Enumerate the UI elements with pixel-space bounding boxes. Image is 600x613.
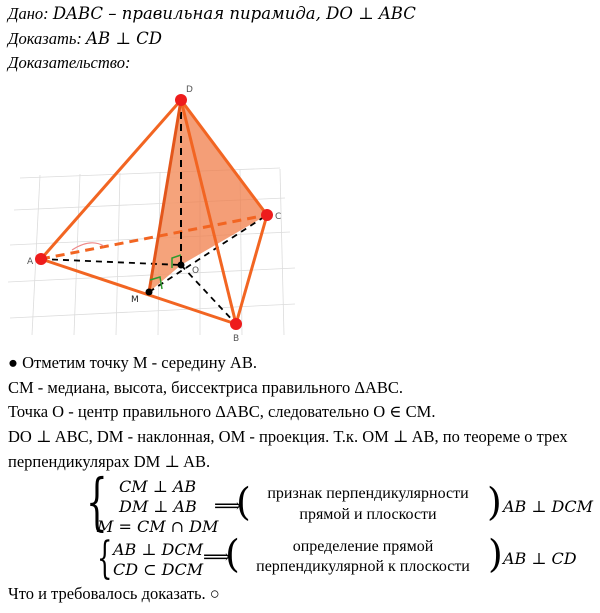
vertex-c [261, 209, 273, 221]
given-line [8, 4, 416, 24]
system1-arrow: ⟹ [214, 496, 242, 517]
label-m: M [131, 295, 139, 305]
system2-line1: AB ⊥ DCM [113, 540, 203, 559]
system1-paren-open: ( [236, 480, 251, 524]
label-b: B [233, 334, 240, 344]
point-o [178, 262, 185, 269]
system1-brace: { [86, 465, 108, 538]
system1-result: AB ⊥ DCM [503, 497, 593, 516]
prove-label: Доказать: [8, 29, 82, 48]
step-2: CM - медиана, высота, биссектриса правильного ΔABC. [8, 378, 404, 397]
system1-paren-close: ) [487, 480, 502, 524]
step-4a: DO ⊥ ABC, DM - наклонная, OM - проекция. Т.к. OM ⊥ AB, по теореме о трех [8, 427, 568, 446]
conclusion: Что и требовалось доказать. ○ [8, 584, 220, 603]
system1-reason-1: признак перпендикулярности [267, 485, 469, 502]
system2-reason-1: определение прямой [292, 538, 434, 555]
system2-brace: { [97, 533, 113, 584]
system1-reason-2: прямой и плоскости [299, 506, 437, 523]
point-m [146, 289, 153, 296]
step-3: Точка O - центр правильного ΔABC, следовательно O ∈ CM. [8, 402, 436, 421]
pyramid-figure [0, 76, 300, 346]
step-1: ● Отметим точку M - середину AB. [8, 353, 257, 372]
label-c: C [275, 212, 282, 222]
given-text: DABC – правильная пирамида, DO ⊥ ABC [52, 4, 416, 23]
system2-paren-close: ) [488, 532, 503, 576]
label-d: D [186, 85, 193, 95]
system1-line3: M = CM ∩ DM [97, 517, 219, 536]
system2-result: AB ⊥ CD [503, 549, 577, 568]
vertex-d [175, 94, 187, 106]
system2-line2: CD ⊂ DCM [113, 560, 204, 579]
label-a: A [27, 257, 34, 267]
step-4b: перпендикулярах DM ⊥ AB. [8, 452, 211, 471]
system1-line2: DM ⊥ AB [119, 497, 197, 516]
vertex-a [35, 253, 47, 265]
prove-line [8, 29, 162, 49]
system2-reason-2: перпендикулярной к плоскости [256, 558, 470, 575]
system2-paren-open: ( [225, 532, 240, 576]
given-label: Дано: [8, 4, 49, 23]
system2-arrow: ⟹ [203, 547, 231, 568]
prove-text: AB ⊥ CD [86, 29, 162, 48]
proof-title: Доказательство: [8, 53, 131, 72]
vertex-b [230, 318, 242, 330]
label-o: O [192, 266, 200, 276]
system1-line1: CM ⊥ AB [119, 477, 197, 496]
